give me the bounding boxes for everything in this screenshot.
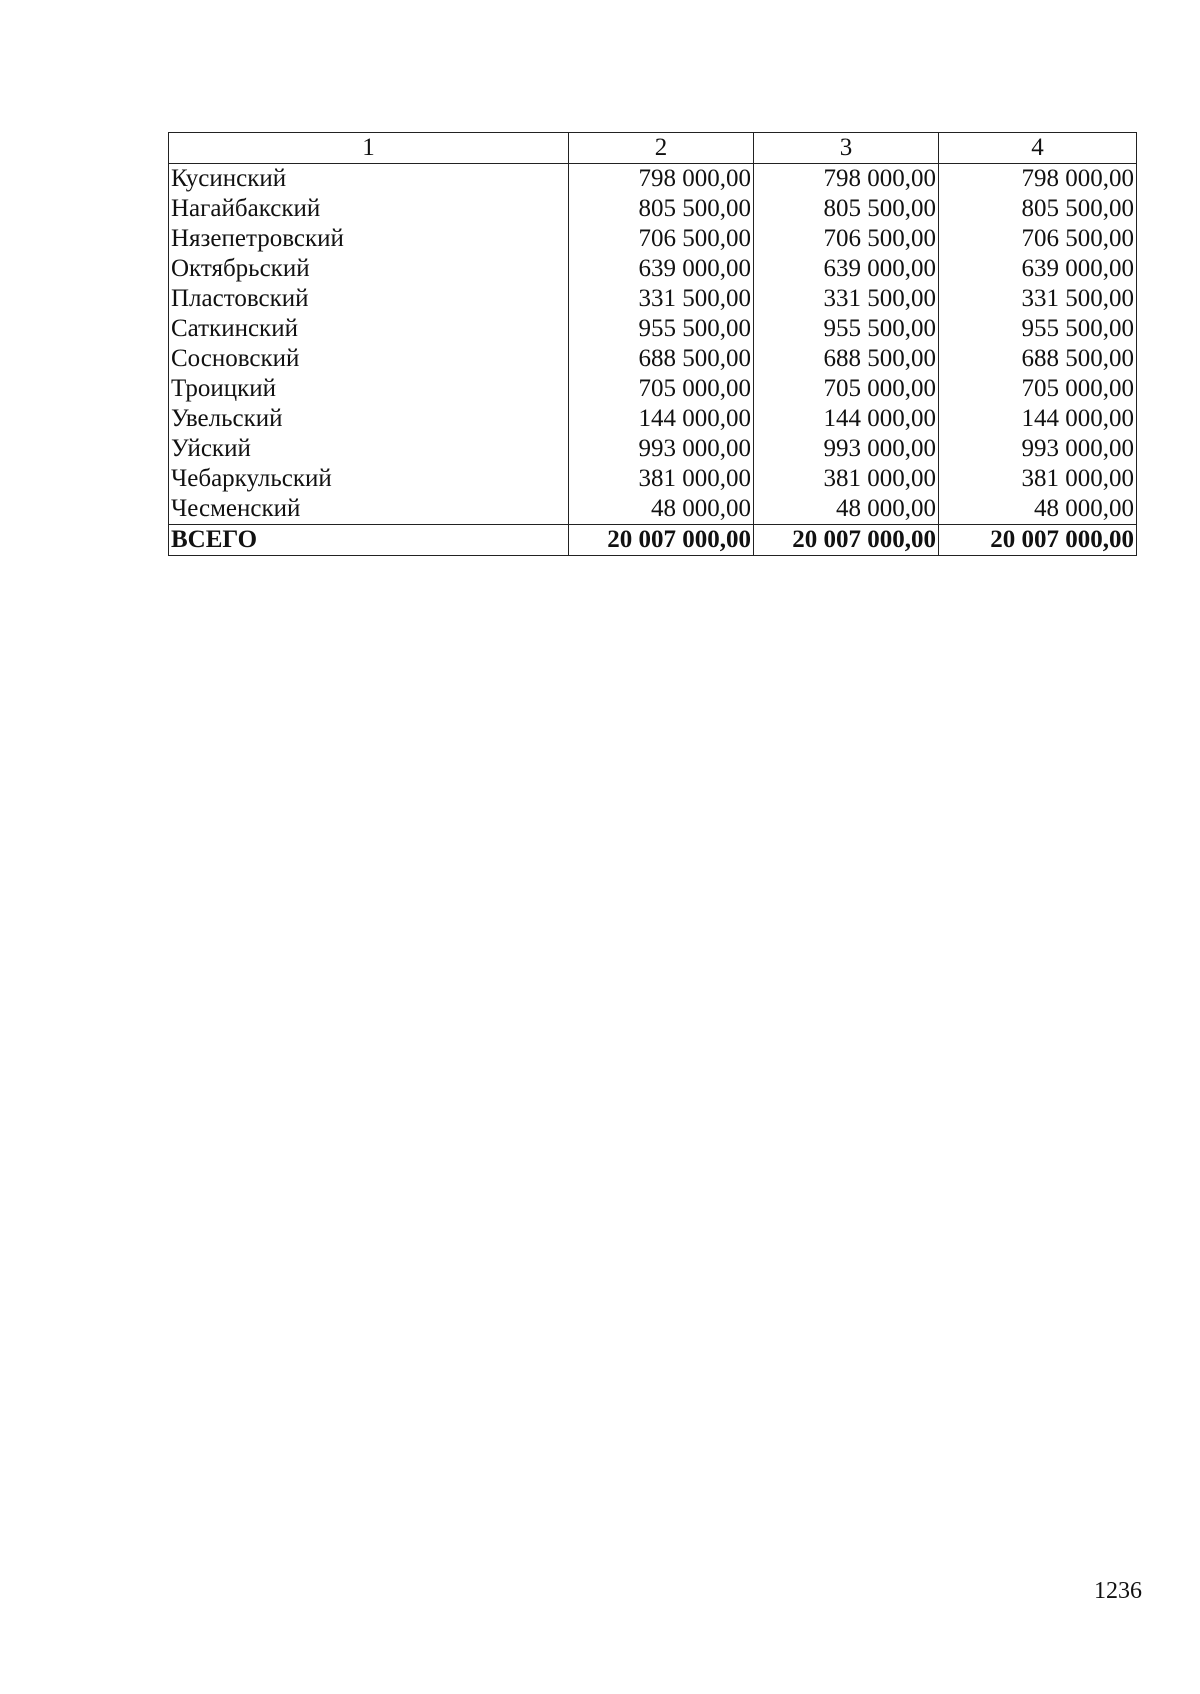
- amount-col3: 705 000,00: [754, 374, 939, 404]
- amount-col2: 639 000,00: [569, 254, 754, 284]
- amount-col2: 381 000,00: [569, 464, 754, 494]
- amount-col3: 955 500,00: [754, 314, 939, 344]
- total-value-col2: 20 007 000,00: [569, 525, 754, 556]
- table-row: [169, 194, 1137, 224]
- table-row: [169, 344, 1137, 374]
- district-name: Октябрьский: [169, 254, 569, 284]
- district-name: Уйский: [169, 434, 569, 464]
- district-name: Кусинский: [169, 164, 569, 195]
- amount-col4: 48 000,00: [939, 494, 1137, 525]
- amount-col3: 48 000,00: [754, 494, 939, 525]
- amount-col3: 798 000,00: [754, 164, 939, 195]
- amount-col2: 993 000,00: [569, 434, 754, 464]
- district-name: Пластовский: [169, 284, 569, 314]
- page-number: 1236: [1094, 1578, 1142, 1604]
- amount-col2: 955 500,00: [569, 314, 754, 344]
- amount-col4: 993 000,00: [939, 434, 1137, 464]
- table-row: [169, 374, 1137, 404]
- table-row: [169, 314, 1137, 344]
- district-name: Нязепетровский: [169, 224, 569, 254]
- table-row: [169, 254, 1137, 284]
- table-row: [169, 284, 1137, 314]
- amount-col3: 805 500,00: [754, 194, 939, 224]
- total-row: [169, 525, 1137, 556]
- amount-col3: 331 500,00: [754, 284, 939, 314]
- column-header-1: 1: [169, 133, 569, 164]
- amount-col2: 706 500,00: [569, 224, 754, 254]
- amount-col4: 381 000,00: [939, 464, 1137, 494]
- table-row: [169, 464, 1137, 494]
- amount-col3: 706 500,00: [754, 224, 939, 254]
- total-label: ВСЕГО: [169, 525, 569, 556]
- amount-col2: 331 500,00: [569, 284, 754, 314]
- table-header: [169, 133, 1137, 164]
- amount-col3: 381 000,00: [754, 464, 939, 494]
- amount-col4: 331 500,00: [939, 284, 1137, 314]
- district-name: Сосновский: [169, 344, 569, 374]
- amount-col3: 688 500,00: [754, 344, 939, 374]
- district-name: Чебаркульский: [169, 464, 569, 494]
- amount-col4: 144 000,00: [939, 404, 1137, 434]
- amount-col4: 955 500,00: [939, 314, 1137, 344]
- district-name: Троицкий: [169, 374, 569, 404]
- amount-col3: 993 000,00: [754, 434, 939, 464]
- amount-col2: 144 000,00: [569, 404, 754, 434]
- total-value-col3: 20 007 000,00: [754, 525, 939, 556]
- column-header-3: 3: [754, 133, 939, 164]
- table-row: [169, 494, 1137, 525]
- district-name: Нагайбакский: [169, 194, 569, 224]
- amount-col4: 706 500,00: [939, 224, 1137, 254]
- table-row: [169, 404, 1137, 434]
- amount-col2: 688 500,00: [569, 344, 754, 374]
- table-footer: [169, 525, 1137, 556]
- amount-col4: 639 000,00: [939, 254, 1137, 284]
- amount-col3: 639 000,00: [754, 254, 939, 284]
- column-header-2: 2: [569, 133, 754, 164]
- district-name: Саткинский: [169, 314, 569, 344]
- district-name: Чесменский: [169, 494, 569, 525]
- amount-col4: 705 000,00: [939, 374, 1137, 404]
- table-row: [169, 434, 1137, 464]
- amount-col3: 144 000,00: [754, 404, 939, 434]
- table-row: [169, 164, 1137, 195]
- table-row: [169, 224, 1137, 254]
- budget-table: [168, 132, 1137, 556]
- amount-col2: 705 000,00: [569, 374, 754, 404]
- amount-col4: 798 000,00: [939, 164, 1137, 195]
- amount-col2: 48 000,00: [569, 494, 754, 525]
- amount-col4: 805 500,00: [939, 194, 1137, 224]
- district-name: Увельский: [169, 404, 569, 434]
- total-value-col4: 20 007 000,00: [939, 525, 1137, 556]
- header-row: [169, 133, 1137, 164]
- amount-col2: 805 500,00: [569, 194, 754, 224]
- amount-col4: 688 500,00: [939, 344, 1137, 374]
- column-header-4: 4: [939, 133, 1137, 164]
- amount-col2: 798 000,00: [569, 164, 754, 195]
- table-body: [169, 164, 1137, 525]
